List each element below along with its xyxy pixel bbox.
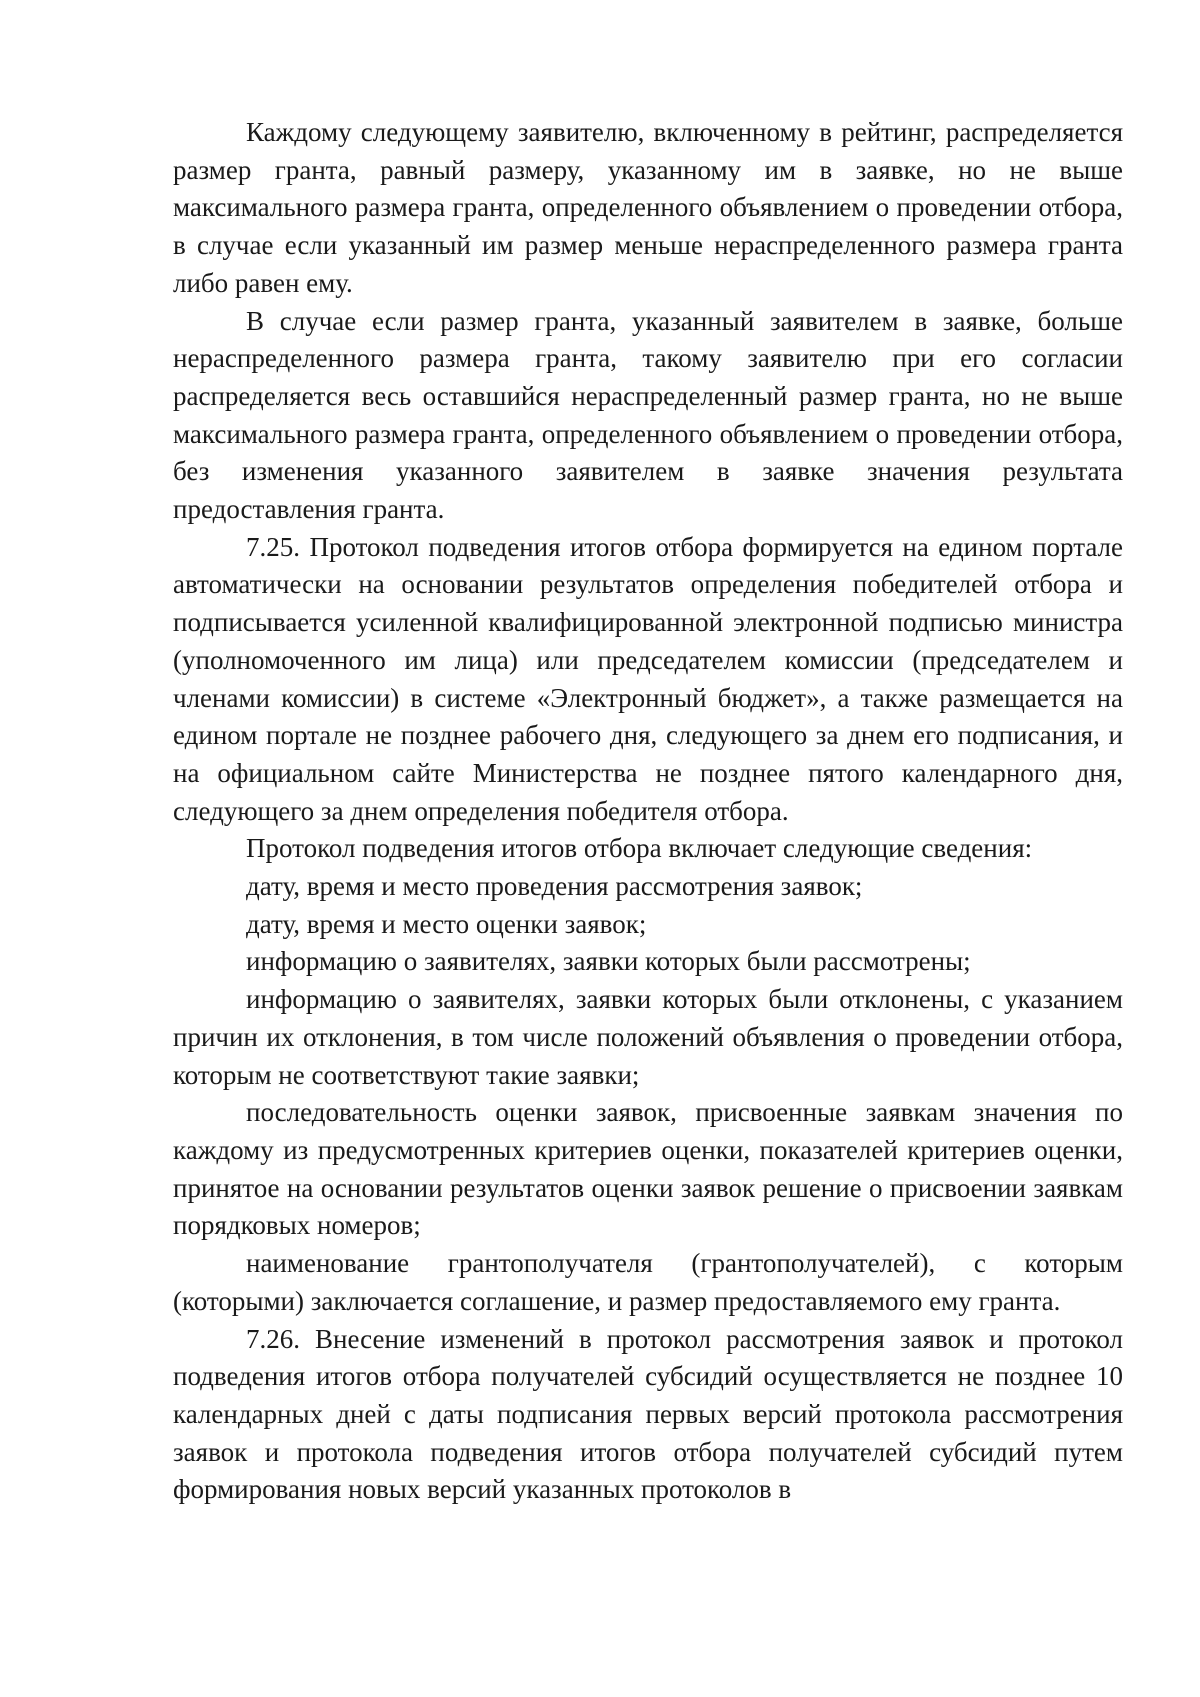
paragraph-grant-exceeds-remaining: В случае если размер гранта, указанный заявителем в заявке, больше нераспределенного размера гранта, такому заявителю при его согласии распределяется весь оставшийся нераспределенный размер гранта, но не выше максимального размера гранта, определенного объявлением о проведении отбора, без изменения указанного заявителем в заявке значения результата предоставления гранта. (173, 305, 1123, 525)
list-item-grant-recipient: наименование грантополучателя (грантополучателей), с которым (которыми) заключается соглашение, и размер предоставляемого ему гранта. (173, 1248, 1123, 1316)
list-item-evaluation-sequence: последовательность оценки заявок, присвоенные заявкам значения по каждому из предусмотренных критериев оценки, показателей критериев оценки, принятое на основании результатов оценки заявок решение о присвоении заявкам порядковых номеров; (173, 1097, 1123, 1241)
paragraph-7-26-protocol-changes: 7.26. Внесение изменений в протокол рассмотрения заявок и протокол подведения итогов отбора получателей субсидий осуществляется не позднее 10 календарных дней с даты подписания первых версий протокола рассмотрения заявок и протокола подведения итогов отбора получателей субсидий путем формирования новых версий указанных протоколов в (173, 1323, 1123, 1505)
list-item-evaluation-date-place: дату, время и место оценки заявок; (246, 908, 647, 939)
list-item-reviewed-applicants: информацию о заявителях, заявки которых были рассмотрены; (246, 946, 971, 977)
list-item-review-date-place: дату, время и место проведения рассмотрения заявок; (246, 871, 863, 902)
paragraph-grant-distribution-next-applicant: Каждому следующему заявителю, включенному в рейтинг, распределяется размер гранта, равный размеру, указанному им в заявке, но не выше максимального размера гранта, определенного объявлением о проведении отбора, в случае если указанный им размер меньше нераспределенного размера гранта либо равен ему. (173, 117, 1123, 298)
paragraph-protocol-contents-intro: Протокол подведения итогов отбора включает следующие сведения: (246, 833, 1033, 864)
list-item-rejected-applicants: информацию о заявителях, заявки которых были отклонены, с указанием причин их отклонения, в том числе положений объявления о проведении отбора, которым не соответствуют такие заявки; (173, 984, 1123, 1090)
paragraph-7-25-protocol: 7.25. Протокол подведения итогов отбора формируется на едином портале автоматически на основании результатов определения победителей отбора и подписывается усиленной квалифицированной электронной подписью министра (уполномоченного им лица) или председателем комиссии (председателем и членами комиссии) в системе «Электронный бюджет», а также размещается на едином портале не позднее рабочего дня, следующего за днем его подписания, и на официальном сайте Министерства не позднее пятого календарного дня, следующего за днем определения победителя отбора. (173, 531, 1123, 826)
document-page (173, 114, 1123, 1509)
